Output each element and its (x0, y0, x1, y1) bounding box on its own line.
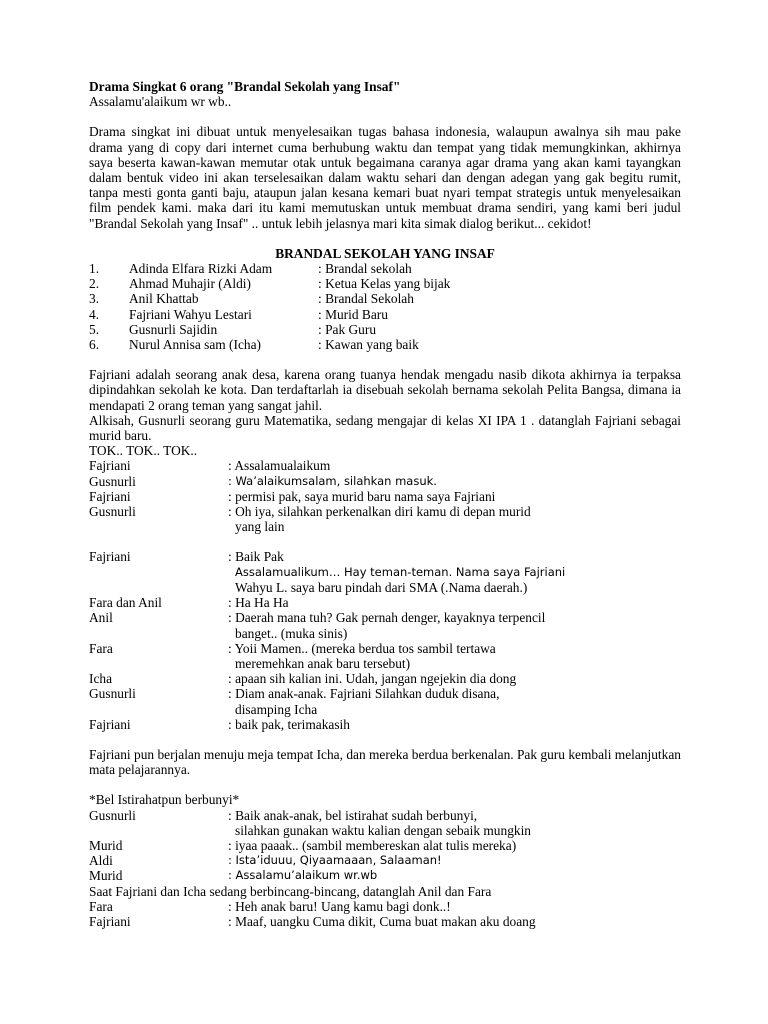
dialog-line: silahkan gunakan waktu kalian dengan sebaik mungkin (235, 822, 532, 838)
dialog-row (89, 899, 681, 914)
dialog-text (228, 717, 681, 732)
dialog-line: : Assalamu’alaikum wr.wb (228, 868, 378, 883)
dialog-row (89, 808, 681, 838)
narration-paragraph: Saat Fajriani dan Icha sedang berbincang-bincang, datanglah Anil dan Fara (89, 883, 492, 899)
cast-role: : Ketua Kelas yang bijak (318, 276, 451, 292)
dialog-text (228, 838, 681, 853)
dialog-row (89, 458, 681, 473)
dialog-text (228, 808, 681, 838)
cast-row (89, 337, 681, 352)
dialog-text (228, 474, 681, 489)
sound-effect: TOK.. TOK.. TOK.. (89, 443, 198, 459)
dialog-line: : Ista’iduuu, Qiyaamaaan, Salaaman! (228, 853, 442, 868)
narration-paragraph: Alkisah, Gusnurli seorang guru Matematika, sedang mengajar di kelas XI IPA 1 . datanglah Fajriani sebagai murid baru. (89, 412, 681, 444)
cast-role: : Pak Guru (318, 321, 377, 337)
cast-name: Nurul Annisa sam (Icha) (129, 337, 262, 353)
dialog-speaker: Murid (89, 837, 123, 853)
dialog-row (89, 914, 681, 929)
dialog-line: : Yoii Mamen.. (mereka berdua tos sambil tertawa (228, 640, 496, 656)
cast-number: 4. (89, 306, 100, 322)
dialog-line: meremehkan anak baru tersebut) (235, 655, 411, 671)
dialog-text (228, 549, 681, 595)
dialog-row (89, 853, 681, 868)
cast-name: Anil Khattab (129, 291, 199, 307)
cast-name: Gusnurli Sajidin (129, 321, 218, 337)
dialog-speaker: Murid (89, 868, 123, 884)
dialog-row (89, 489, 681, 504)
intro-paragraph: Drama singkat ini dibuat untuk menyelesaikan tugas bahasa indonesia, walaupun awalnya sih mau pake drama yang di copy dari internet cuma berhubung waktu dan tempat yang tidak memungkinkan, akhirnya saya beserta kawan-kawan memutar otak untuk begaimana caranya agar drama yang akan kami tayangkan dalam bentuk video ini akan terselesaikan dalam waktu sehari dan dengan adegan yang gak begitu rumit, tanpa mesti gonta ganti baju, ataupun jalan kesana kemari buat nyari tempat strategis untuk menyelesaikan film pendek kami. maka dari itu kami memutuskan untuk membuat drama sendiri, yang kami beri judul "Brandal Sekolah yang Insaf" .. untuk lebih jelasnya mari kita simak dialog berikut... cekidot! (89, 124, 681, 231)
cast-role: : Brandal sekolah (318, 261, 412, 277)
dialog-line: : baik pak, terimakasih (228, 716, 350, 732)
dialog-text (228, 504, 681, 534)
dialog-text (228, 641, 681, 671)
dialog-line: : Heh anak baru! Uang kamu bagi donk..! (228, 898, 451, 914)
cast-name: Fajriani Wahyu Lestari (129, 306, 252, 322)
dialog-row (89, 838, 681, 853)
cast-number: 1. (89, 261, 100, 277)
dialog-line: : Daerah mana tuh? Gak pernah denger, kayaknya terpencil (228, 610, 546, 626)
dialog-line: : Ha Ha Ha (228, 595, 289, 611)
dialog-row (89, 610, 681, 640)
dialog-speaker: Gusnurli (89, 473, 136, 489)
dialog-line: : Baik Pak (228, 549, 284, 565)
dialog-speaker: Anil (89, 610, 113, 626)
dialog-block (89, 808, 681, 884)
dialog-line: : Baik anak-anak, bel istirahat sudah berbunyi, (228, 807, 478, 823)
cast-row (89, 307, 681, 322)
dialog-row (89, 671, 681, 686)
dialog-line: : Maaf, uangku Cuma dikit, Cuma buat makan aku doang (228, 913, 536, 929)
dialog-line: : Oh iya, silahkan perkenalkan diri kamu di depan murid (228, 504, 531, 520)
dialog-line: : Assalamualaikum (228, 458, 331, 474)
dialog-speaker: Gusnurli (89, 807, 136, 823)
dialog-speaker: Fajriani (89, 549, 131, 565)
dialog-row (89, 595, 681, 610)
dialog-speaker: Fajriani (89, 716, 131, 732)
dialog-text (228, 489, 681, 504)
dialog-text (228, 595, 681, 610)
dialog-line: : permisi pak, saya murid baru nama saya Fajriani (228, 488, 496, 504)
dialog-block (89, 458, 681, 534)
cast-number: 5. (89, 321, 100, 337)
dialog-text (228, 914, 681, 929)
dialog-line: Assalamualikum… Hay teman-teman. Nama saya Fajriani (235, 564, 566, 579)
dialog-speaker: Gusnurli (89, 504, 136, 520)
dialog-row (89, 474, 681, 489)
dialog-row (89, 717, 681, 732)
dialog-block (89, 549, 681, 731)
dialog-row (89, 686, 681, 716)
dialog-line: yang lain (235, 519, 285, 535)
document-title: Drama Singkat 6 orang "Brandal Sekolah yang Insaf" (89, 79, 401, 94)
dialog-speaker: Fara (89, 640, 113, 656)
dialog-line: : Wa’alaikumsalam, silahkan masuk. (228, 473, 437, 488)
dialog-line: Wahyu L. saya baru pindah dari SMA (.Nama daerah.) (235, 579, 528, 595)
dialog-speaker: Gusnurli (89, 686, 136, 702)
cast-number: 2. (89, 276, 100, 292)
cast-role: : Murid Baru (318, 306, 388, 322)
dialog-speaker: Fajriani (89, 913, 131, 929)
dialog-text (228, 458, 681, 473)
dialog-line: banget.. (muka sinis) (235, 625, 348, 641)
cast-row (89, 291, 681, 306)
dialog-row (89, 641, 681, 671)
cast-row (89, 322, 681, 337)
cast-row (89, 276, 681, 291)
cast-role: : Brandal Sekolah (318, 291, 414, 307)
dialog-line: : apaan sih kalian ini. Udah, jangan ngejekin dia dong (228, 671, 517, 687)
dialog-text (228, 868, 681, 883)
dialog-text (228, 899, 681, 914)
dialog-text (228, 610, 681, 640)
dialog-line: : Diam anak-anak. Fajriani Silahkan duduk disana, (228, 686, 500, 702)
dialog-line: disamping Icha (235, 701, 318, 717)
dialog-text (228, 671, 681, 686)
cast-row (89, 261, 681, 276)
dialog-text (228, 853, 681, 868)
cast-name: Ahmad Muhajir (Aldi) (129, 276, 251, 292)
greeting: Assalamu'alaikum wr wb.. (89, 94, 232, 110)
dialog-speaker: Fajriani (89, 488, 131, 504)
dialog-text (228, 686, 681, 716)
cast-number: 3. (89, 291, 100, 307)
dialog-speaker: Fara (89, 898, 113, 914)
narration-paragraph: Fajriani adalah seorang anak desa, karena orang tuanya hendak mengadu nasib dikota akhirnya ia terpaksa dipindahkan sekolah ke kota. Dan terdaftarlah ia disebuah sekolah bernama sekolah Pelita Bangsa, dimana ia mendapati 2 orang teman yang sangat jahil. (89, 367, 681, 413)
cast-list (89, 261, 681, 352)
cast-number: 6. (89, 337, 100, 353)
bell-note: *Bel Istirahatpun berbunyi* (89, 792, 240, 808)
dialog-speaker: Fara dan Anil (89, 595, 162, 611)
narration-paragraph: Fajriani pun berjalan menuju meja tempat Icha, dan mereka berdua berkenalan. Pak guru kembali melanjutkan mata pelajarannya. (89, 746, 681, 778)
cast-name: Adinda Elfara Rizki Adam (129, 261, 273, 277)
dialog-speaker: Icha (89, 671, 113, 687)
cast-role: : Kawan yang baik (318, 337, 419, 353)
dialog-speaker: Aldi (89, 853, 113, 869)
dialog-block (89, 899, 681, 929)
dialog-row (89, 504, 681, 534)
dialog-row (89, 549, 681, 595)
dialog-speaker: Fajriani (89, 458, 131, 474)
dialog-line: : iyaa paaak.. (sambil membereskan alat tulis mereka) (228, 837, 517, 853)
document-body (89, 79, 681, 929)
drama-heading: BRANDAL SEKOLAH YANG INSAF (275, 245, 495, 261)
dialog-row (89, 868, 681, 883)
